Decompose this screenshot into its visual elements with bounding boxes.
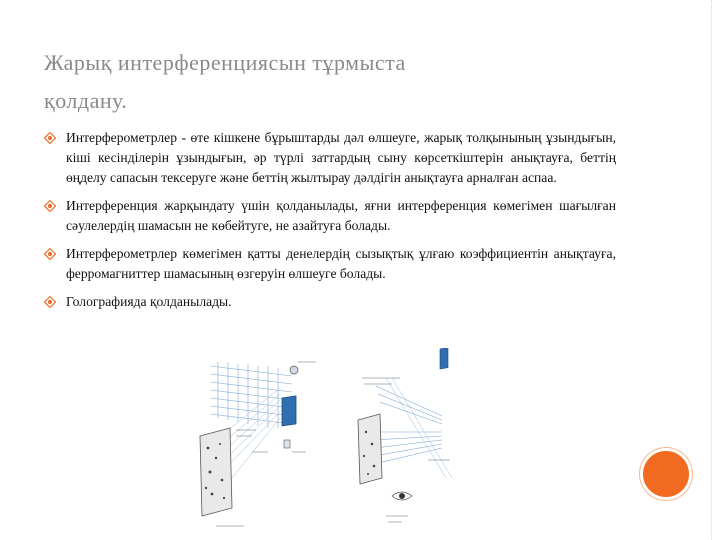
beam-right bbox=[374, 386, 442, 464]
decorative-orange-circle bbox=[640, 448, 692, 500]
orange-diamond-bullet-icon bbox=[44, 200, 56, 212]
blue-mirror-right bbox=[440, 348, 448, 369]
slide-border-decoration bbox=[704, 0, 712, 540]
slide-title bbox=[44, 44, 644, 120]
title-line-1: Жарық интерференциясын тұрмыста bbox=[44, 50, 406, 75]
holography-diagram-image bbox=[196, 348, 496, 536]
photo-plate-left bbox=[200, 428, 232, 516]
bullet-list bbox=[44, 128, 616, 320]
title-line-2: қолдану. bbox=[44, 88, 128, 113]
bullet-item bbox=[44, 196, 616, 236]
observer-eye bbox=[392, 492, 412, 500]
bullet-text: Голографияда қолданылады. bbox=[66, 294, 232, 309]
orange-diamond-bullet-icon bbox=[44, 248, 56, 260]
orange-diamond-bullet-icon bbox=[44, 132, 56, 144]
photo-plate-right bbox=[358, 414, 382, 484]
bullet-item bbox=[44, 292, 616, 312]
bullet-text: Интерференция жарқындату үшін қолданылады, яғни интерференция көмегімен шағылған сәулелердің шамасын не көбейтуге, не азайтуға болады. bbox=[66, 198, 616, 233]
bullet-text: Интерферометрлер көмегімен қатты денелердің сызықтық ұлғаю коэффициентін анықтауға, ферромагниттер шамасының өзгеруін өлшеуге болады. bbox=[66, 246, 616, 281]
blue-mirror bbox=[282, 396, 296, 426]
orange-diamond-bullet-icon bbox=[44, 296, 56, 308]
bullet-text: Интерферометрлер - өте кішкене бұрыштарды дәл өлшеуге, жарық толқынының ұзындығын, кіші кесінділерін ұзындығын, әр түрлі заттардың сыну көрсеткіштерін анықтауға, беттің өңделу сапасын тексеруге және беттің жылтырау дәлдігін анықтауға арналған аспаа. bbox=[66, 130, 616, 185]
bullet-item bbox=[44, 244, 616, 284]
bullet-item bbox=[44, 128, 616, 188]
